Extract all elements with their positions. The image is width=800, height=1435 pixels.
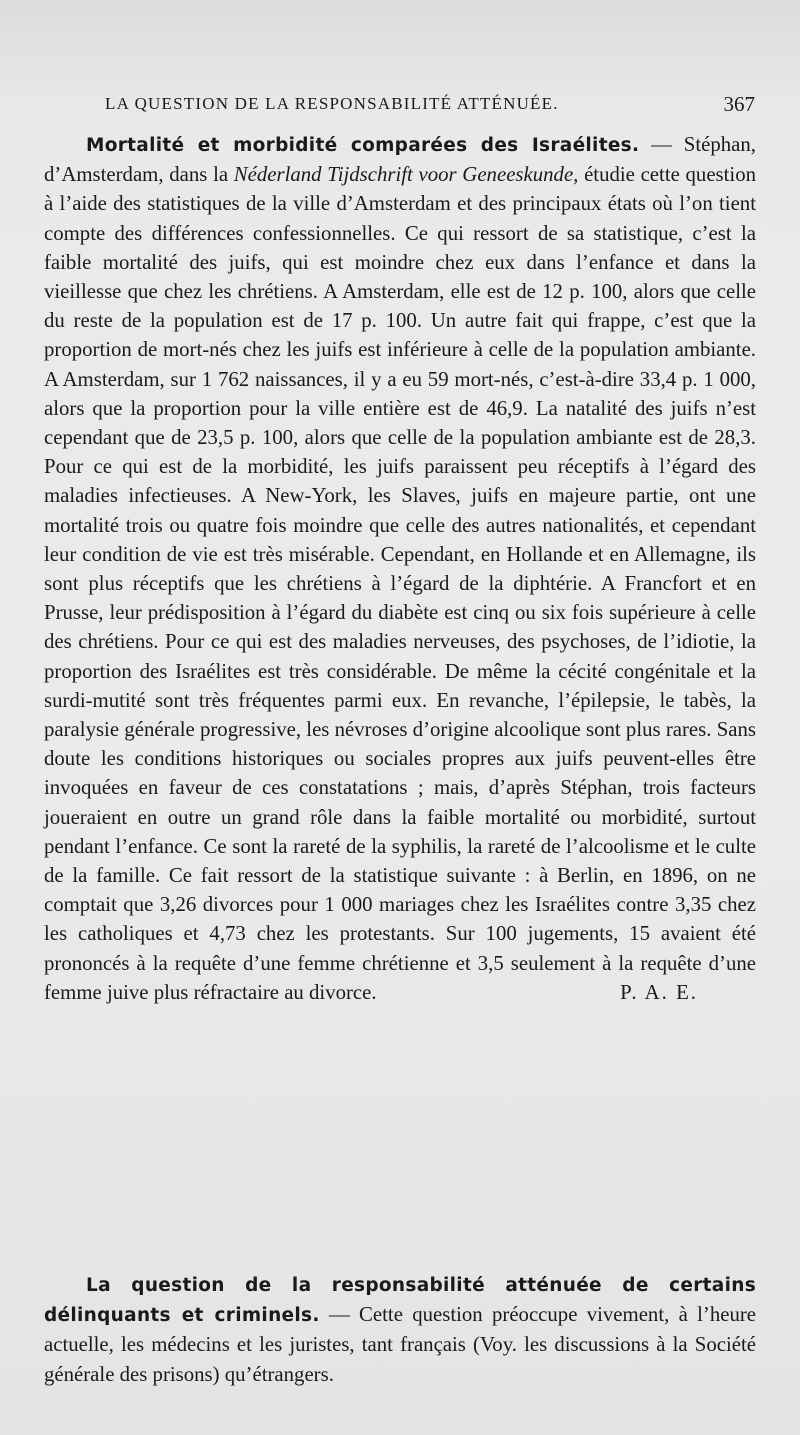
page-number: 367 [723, 92, 755, 116]
article-paragraph [44, 130, 756, 1007]
article-heading: La question de la responsabilité atténuée de certains délinquants et criminels. [44, 1275, 756, 1327]
article-mortalite [44, 130, 756, 1007]
article-heading: Mortalité et morbidité comparées des Israélites. [86, 135, 640, 156]
article-text-body: étudie cette question à l’aide des statistiques de la ville d’Amsterdam et des principaux états où l’on tient compte des différences confessionnelles. Ce qui ressort de sa statistique, c’est la faible mortalité des juifs, qui est moindre chez eux dans l’enfance et dans la vieillesse que chez les chrétiens. A Amsterdam, elle est de 12 p. 100, alors que celle du reste de la population est de 17 p. 100. Un autre fait qui frappe, c’est que la proportion de mort-nés chez les juifs est inférieure à celle de la population ambiante. A Amsterdam, sur 1 762 naissances, il y a eu 59 mort-nés, c’est-à-dire 33,4 p. 1 000, alors que la proportion pour la ville entière est de 46,9. La natalité des juifs n’est cependant que de 23,5 p. 100, alors que celle de la population ambiante est de 28,3. Pour ce qui est de la morbidité, les juifs paraissent peu réceptifs à l’égard des maladies infectieuses. A New-York, les Slaves, juifs en majeure partie, ont une mortalité trois ou quatre fois moindre que celle des autres nationalités, et cependant leur condition de vie est très misérable. Cependant, en Hollande et en Allemagne, ils sont plus réceptifs que les chrétiens à l’égard de la diphtérie. A Francfort et en Prusse, leur prédisposition à l’égard du diabète est cinq ou six fois supérieure à celle des chrétiens. Pour ce qui est des maladies nerveuses, des psychoses, de l’idiotie, la proportion des Israélites est très considérable. De même la cécité congénitale et la surdi-mutité sont très fréquentes parmi eux. En revanche, l’épilepsie, le tabès, la paralysie générale progressive, les névroses d’origine alcoolique sont plus rares. Sans doute les conditions historiques ou sociales propres aux juifs peuvent-elles être invoquées en faveur de ces constatations ; mais, d’après Stéphan, trois facteurs joueraient en outre un grand rôle dans la faible mortalité ou morbidité, surtout pendant l’enfance. Ce sont la rareté de la syphilis, la rareté de l’alcoolisme et le culte de la famille. Ce fait ressort de la statistique suivante : à Berlin, en 1896, on ne comptait que 3,26 divorces pour 1 000 mariages chez les Israélites contre 3,35 chez les catholiques et 4,73 chez les protestants. Sur 100 jugements, 15 avaient été prononcés à la requête d’une femme chrétienne et 3,5 seulement à la requête d’une femme juive plus réfractaire au divorce. [44, 163, 756, 1004]
journal-title: Néderland Tijdschrift voor Geneeskunde, [233, 163, 579, 187]
author-signature: P. A. E. [620, 980, 698, 1004]
article-text-body: — Cette question préoccupe vivement, à l’heure actuelle, les médecins et les juristes, tant français (Voy. les discussions à la Société générale des prisons) qu’étrangers. [44, 1303, 757, 1386]
article-text-intro: — Stéphan, d’Amsterdam, dans la [44, 133, 756, 187]
running-title: LA QUESTION DE LA RESPONSABILITÉ ATTÉNUÉE. [105, 94, 559, 113]
article-responsabilite [44, 1270, 756, 1389]
running-header [105, 92, 755, 118]
article-paragraph [44, 1270, 756, 1389]
